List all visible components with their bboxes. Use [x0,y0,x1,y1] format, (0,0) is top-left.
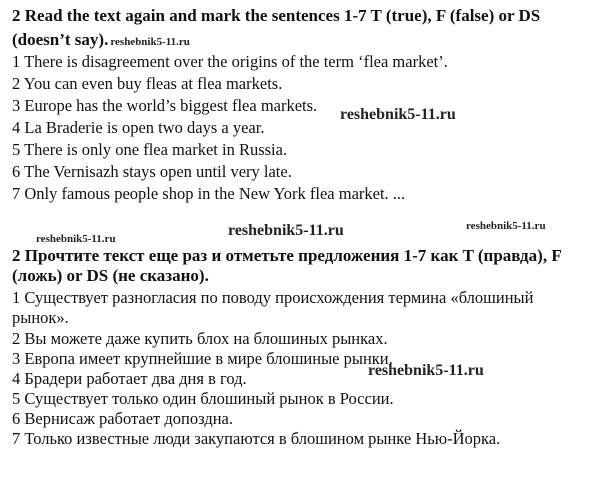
watermark-3: reshebnik5-11.ru [466,220,546,232]
english-item-3: 3 Europe has the world’s biggest flea markets. [12,96,318,115]
russian-item-4: 4 Брадери работает два дня в год. [12,369,247,388]
watermark-4: reshebnik5-11.ru [36,233,116,245]
english-item-4: 4 La Braderie is open two days a year. [12,118,265,137]
english-heading-line1: 2 Read the text again and mark the sentences 1-7 T (true), F (false) or DS [12,6,541,25]
english-item-7: 7 Only famous people shop in the New York flea market. ... [12,184,406,203]
russian-item-3: 3 Европа имеет крупнейшие в мире блошиные рынки. [12,349,393,368]
english-item-1: 1 There is disagreement over the origins of the term ‘flea market’. [12,52,448,71]
english-heading-line2-text: (doesn’t say). [12,30,109,49]
russian-item-2: 2 Вы можете даже купить блох на блошиных рынках. [12,329,388,348]
english-item-6: 6 The Vernisazh stays open until very late. [12,162,292,181]
russian-item-6: 6 Вернисаж работает допоздна. [12,409,234,428]
english-heading-line2 [12,30,190,52]
watermark-inline: reshebnik5-11.ru [110,36,190,48]
english-item-2: 2 You can even buy fleas at flea markets. [12,74,283,93]
russian-item-5: 5 Существует только один блошиный рынок в России. [12,389,394,408]
english-item-5: 5 There is only one flea market in Russia. [12,140,288,159]
russian-item-7: 7 Только известные люди закупаются в блошином рынке Нью-Йорка. [12,429,501,448]
russian-item-1-cont: рынок». [12,308,69,327]
watermark-2: reshebnik5-11.ru [228,222,344,239]
watermark-1: reshebnik5-11.ru [340,106,456,123]
watermark-5: reshebnik5-11.ru [368,362,484,379]
russian-heading-line2: (ложь) or DS (не сказано). [12,266,209,285]
russian-heading-line1: 2 Прочтите текст еще раз и отметьте предложения 1-7 как T (правда), F [12,246,562,265]
russian-item-1: 1 Существует разногласия по поводу происхождения термина «блошиный [12,288,534,307]
